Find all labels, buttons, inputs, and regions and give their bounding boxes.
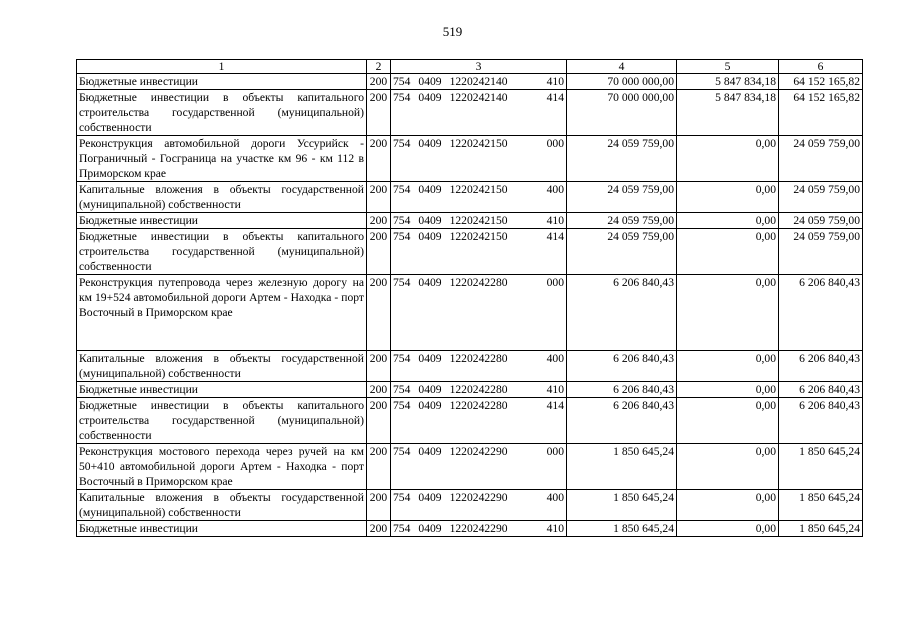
row-amount-6-cell: 6 206 840,43	[779, 382, 863, 398]
code-section: 0409	[418, 491, 442, 504]
header-cell-6: 6	[779, 60, 863, 74]
code-department: 754	[393, 383, 411, 396]
code-expense-type: 400	[546, 352, 564, 365]
header-cell-2: 2	[367, 60, 391, 74]
row-name-cell: Реконструкция мостового перехода через ручей на км 50+410 автомобильной дороги Артем - Находка - порт Восточный в Приморском крае	[77, 444, 367, 490]
row-amount-4-cell: 24 059 759,00	[567, 182, 677, 213]
row-amount-4-cell: 6 206 840,43	[567, 382, 677, 398]
row-amount-4-cell: 1 850 645,24	[567, 490, 677, 521]
code-expense-type: 000	[546, 276, 564, 289]
code-target-article: 1220242150	[449, 230, 508, 243]
row-amount-6-cell: 64 152 165,82	[779, 90, 863, 136]
row-amount-5-cell: 0,00	[677, 490, 779, 521]
code-target-article: 1220242140	[449, 91, 508, 104]
code-section: 0409	[418, 352, 442, 365]
row-ver-cell: 200	[367, 521, 391, 537]
row-amount-5-cell: 0,00	[677, 275, 779, 351]
code-target-article: 1220242280	[449, 352, 508, 365]
row-amount-6-cell: 24 059 759,00	[779, 136, 863, 182]
code-expense-type: 000	[546, 445, 564, 458]
row-amount-4-cell: 1 850 645,24	[567, 444, 677, 490]
table-row	[77, 351, 863, 382]
code-expense-type: 414	[546, 399, 564, 412]
row-name-cell: Капитальные вложения в объекты государственной (муниципальной) собственности	[77, 182, 367, 213]
page-number: 519	[442, 24, 463, 39]
row-ver-cell: 200	[367, 275, 391, 351]
row-code-cell	[391, 74, 567, 90]
row-amount-6-cell: 24 059 759,00	[779, 229, 863, 275]
row-code-cell	[391, 521, 567, 537]
row-name-cell: Капитальные вложения в объекты государственной (муниципальной) собственности	[77, 351, 367, 382]
code-target-article: 1220242290	[449, 445, 508, 458]
row-code-cell	[391, 398, 567, 444]
row-amount-4-cell: 24 059 759,00	[567, 213, 677, 229]
code-section: 0409	[418, 214, 442, 227]
budget-table	[76, 59, 863, 537]
code-department: 754	[393, 91, 411, 104]
code-section: 0409	[418, 91, 442, 104]
table-row	[77, 74, 863, 90]
header-cell-3: 3	[391, 60, 567, 74]
row-ver-cell: 200	[367, 90, 391, 136]
row-ver-cell: 200	[367, 444, 391, 490]
row-amount-5-cell: 0,00	[677, 382, 779, 398]
row-code-cell	[391, 490, 567, 521]
row-name-cell: Реконструкция путепровода через железную дорогу на км 19+524 автомобильной дороги Артем - Находка - порт Восточный в Приморском крае	[77, 275, 367, 351]
code-target-article: 1220242140	[449, 75, 508, 88]
row-name-cell: Реконструкция автомобильной дороги Уссурийск - Пограничный - Госграница на участке км 96 - км 112 в Приморском крае	[77, 136, 367, 182]
row-name-cell: Бюджетные инвестиции в объекты капитального строительства государственной (муниципальной) собственности	[77, 90, 367, 136]
table-row	[77, 136, 863, 182]
row-ver-cell: 200	[367, 351, 391, 382]
code-target-article: 1220242280	[449, 276, 508, 289]
row-amount-4-cell: 24 059 759,00	[567, 136, 677, 182]
table-row	[77, 521, 863, 537]
code-target-article: 1220242290	[449, 491, 508, 504]
row-amount-5-cell: 5 847 834,18	[677, 74, 779, 90]
header-cell-4: 4	[567, 60, 677, 74]
row-code-cell	[391, 444, 567, 490]
row-code-cell	[391, 229, 567, 275]
code-section: 0409	[418, 383, 442, 396]
row-code-cell	[391, 182, 567, 213]
code-expense-type: 414	[546, 91, 564, 104]
code-section: 0409	[418, 276, 442, 289]
row-amount-5-cell: 5 847 834,18	[677, 90, 779, 136]
header-cell-5: 5	[677, 60, 779, 74]
code-target-article: 1220242150	[449, 183, 508, 196]
table-row	[77, 182, 863, 213]
row-ver-cell: 200	[367, 229, 391, 275]
row-ver-cell: 200	[367, 182, 391, 213]
code-department: 754	[393, 230, 411, 243]
row-amount-6-cell: 24 059 759,00	[779, 213, 863, 229]
code-expense-type: 000	[546, 137, 564, 150]
code-expense-type: 410	[546, 383, 564, 396]
table-row	[77, 229, 863, 275]
row-amount-4-cell: 6 206 840,43	[567, 275, 677, 351]
header-cell-1: 1	[77, 60, 367, 74]
code-section: 0409	[418, 230, 442, 243]
header-row	[77, 60, 863, 74]
row-amount-6-cell: 1 850 645,24	[779, 521, 863, 537]
code-department: 754	[393, 214, 411, 227]
table-row	[77, 444, 863, 490]
row-amount-5-cell: 0,00	[677, 136, 779, 182]
row-code-cell	[391, 275, 567, 351]
row-ver-cell: 200	[367, 398, 391, 444]
code-expense-type: 400	[546, 491, 564, 504]
code-department: 754	[393, 276, 411, 289]
row-name-cell: Бюджетные инвестиции в объекты капитального строительства государственной (муниципальной) собственности	[77, 398, 367, 444]
row-amount-6-cell: 64 152 165,82	[779, 74, 863, 90]
row-amount-5-cell: 0,00	[677, 351, 779, 382]
table-row	[77, 275, 863, 351]
row-name-cell: Бюджетные инвестиции	[77, 213, 367, 229]
code-department: 754	[393, 352, 411, 365]
code-section: 0409	[418, 399, 442, 412]
row-amount-5-cell: 0,00	[677, 213, 779, 229]
code-expense-type: 400	[546, 183, 564, 196]
code-department: 754	[393, 399, 411, 412]
code-department: 754	[393, 522, 411, 535]
row-amount-6-cell: 1 850 645,24	[779, 490, 863, 521]
row-amount-6-cell: 1 850 645,24	[779, 444, 863, 490]
code-department: 754	[393, 75, 411, 88]
row-ver-cell: 200	[367, 74, 391, 90]
code-target-article: 1220242280	[449, 383, 508, 396]
code-section: 0409	[418, 137, 442, 150]
row-amount-4-cell: 24 059 759,00	[567, 229, 677, 275]
code-section: 0409	[418, 445, 442, 458]
row-amount-4-cell: 6 206 840,43	[567, 398, 677, 444]
row-amount-5-cell: 0,00	[677, 398, 779, 444]
code-target-article: 1220242280	[449, 399, 508, 412]
code-target-article: 1220242290	[449, 522, 508, 535]
row-ver-cell: 200	[367, 382, 391, 398]
table-row	[77, 90, 863, 136]
row-code-cell	[391, 382, 567, 398]
code-expense-type: 414	[546, 230, 564, 243]
row-name-cell: Бюджетные инвестиции	[77, 521, 367, 537]
code-expense-type: 410	[546, 75, 564, 88]
row-code-cell	[391, 351, 567, 382]
row-ver-cell: 200	[367, 136, 391, 182]
row-code-cell	[391, 90, 567, 136]
row-amount-6-cell: 6 206 840,43	[779, 275, 863, 351]
row-ver-cell: 200	[367, 490, 391, 521]
code-target-article: 1220242150	[449, 137, 508, 150]
table-row	[77, 490, 863, 521]
row-name-cell: Бюджетные инвестиции	[77, 382, 367, 398]
code-expense-type: 410	[546, 214, 564, 227]
table-row	[77, 213, 863, 229]
code-department: 754	[393, 183, 411, 196]
code-department: 754	[393, 137, 411, 150]
row-code-cell	[391, 213, 567, 229]
table-row	[77, 382, 863, 398]
code-section: 0409	[418, 75, 442, 88]
code-department: 754	[393, 445, 411, 458]
row-amount-5-cell: 0,00	[677, 229, 779, 275]
row-amount-6-cell: 6 206 840,43	[779, 351, 863, 382]
row-amount-4-cell: 6 206 840,43	[567, 351, 677, 382]
row-name-cell: Бюджетные инвестиции	[77, 74, 367, 90]
code-target-article: 1220242150	[449, 214, 508, 227]
code-department: 754	[393, 491, 411, 504]
row-name-cell: Бюджетные инвестиции в объекты капитального строительства государственной (муниципальной) собственности	[77, 229, 367, 275]
code-expense-type: 410	[546, 522, 564, 535]
row-amount-4-cell: 70 000 000,00	[567, 74, 677, 90]
row-amount-5-cell: 0,00	[677, 521, 779, 537]
row-amount-4-cell: 1 850 645,24	[567, 521, 677, 537]
row-ver-cell: 200	[367, 213, 391, 229]
code-section: 0409	[418, 522, 442, 535]
row-amount-5-cell: 0,00	[677, 444, 779, 490]
row-name-cell: Капитальные вложения в объекты государственной (муниципальной) собственности	[77, 490, 367, 521]
row-amount-4-cell: 70 000 000,00	[567, 90, 677, 136]
row-code-cell	[391, 136, 567, 182]
row-amount-6-cell: 6 206 840,43	[779, 398, 863, 444]
row-amount-5-cell: 0,00	[677, 182, 779, 213]
table-row	[77, 398, 863, 444]
row-amount-6-cell: 24 059 759,00	[779, 182, 863, 213]
code-section: 0409	[418, 183, 442, 196]
